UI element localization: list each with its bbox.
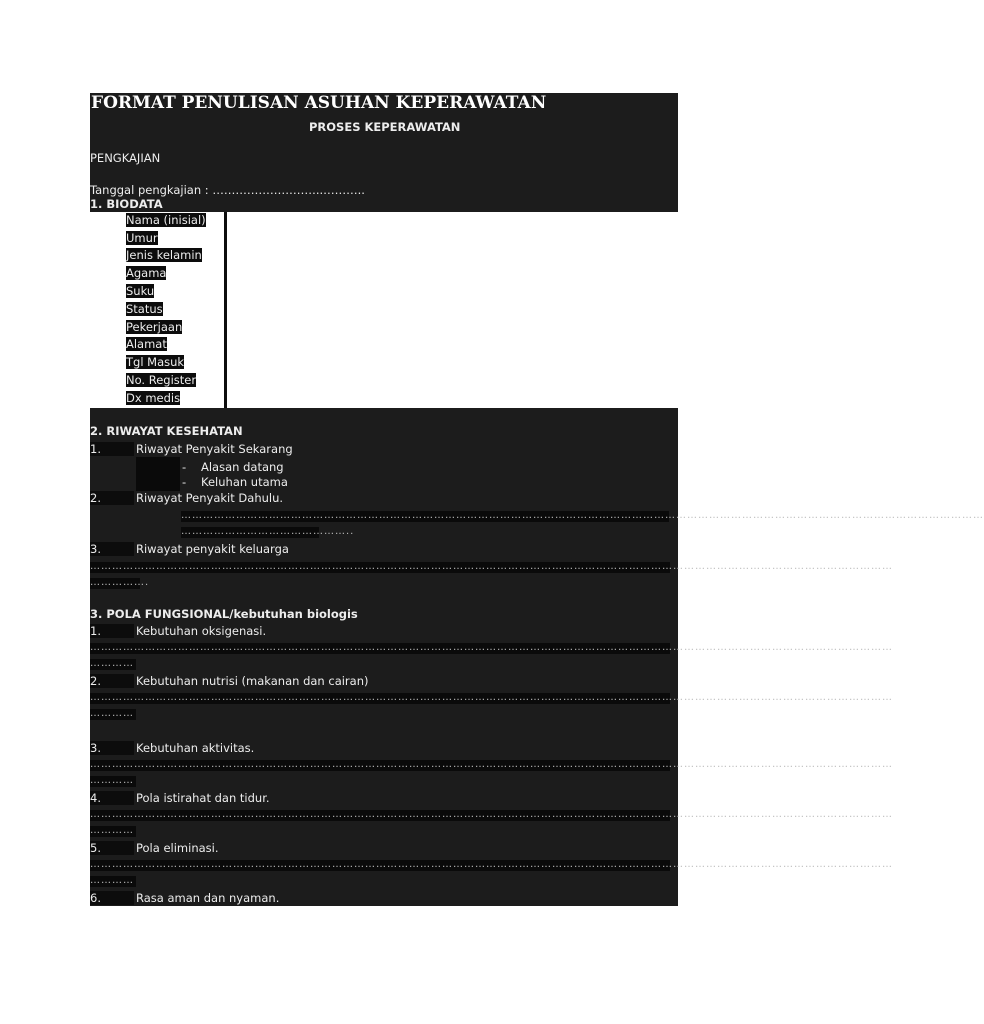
pola-num: 6. <box>90 891 134 905</box>
sub-item-dash: - <box>182 475 187 489</box>
riwayat-label: Riwayat Penyakit Dahulu. <box>136 491 284 505</box>
answer-dots: ………………………………………………………………………………………………………………………………………………………………………………………………… <box>90 809 893 820</box>
biodata-field: No. Register <box>126 373 197 387</box>
riwayat-label: Riwayat Penyakit Sekarang <box>136 442 293 456</box>
answer-dots: ………………………………………………………………………………………………………………………………………………………………………………………………… <box>181 510 984 521</box>
answer-dots: ………………………………………………………………………………………………………………………………………………………………………………………………… <box>90 859 893 870</box>
answer-dots-end: ………… <box>90 875 134 886</box>
pola-heading: 3. POLA FUNGSIONAL/kebutuhan biologis <box>90 607 358 621</box>
section-label: PENGKAJIAN <box>90 151 161 165</box>
answer-dots-end: ……………. <box>90 577 150 588</box>
biodata-field: Alamat <box>126 337 167 351</box>
pola-num: 4. <box>90 791 134 805</box>
biodata-separator <box>224 212 227 408</box>
biodata-field: Dx medis <box>126 391 181 405</box>
document-subtitle: PROSES KEPERAWATAN <box>309 120 461 134</box>
riwayat-num: 2. <box>90 491 134 505</box>
pola-label: Kebutuhan nutrisi (makanan dan cairan) <box>136 674 369 688</box>
answer-dots: ………………………………………………………………………………………………………………………………………………………………………………………………… <box>90 642 893 653</box>
answer-dots-end: ………… <box>90 825 134 836</box>
biodata-field: Suku <box>126 284 155 298</box>
biodata-heading: 1. BIODATA <box>90 197 163 211</box>
sub-item-label: Alasan datang <box>201 460 284 474</box>
pola-label: Rasa aman dan nyaman. <box>136 891 280 905</box>
biodata-field: Jenis kelamin <box>126 248 202 262</box>
riwayat-heading: 2. RIWAYAT KESEHATAN <box>90 424 243 438</box>
answer-dots-end: ………… <box>90 708 134 719</box>
riwayat-num: 3. <box>90 542 134 556</box>
biodata-field: Status <box>126 302 163 316</box>
document-title: FORMAT PENULISAN ASUHAN KEPERAWATAN <box>91 93 547 113</box>
pola-num: 5. <box>90 841 134 855</box>
riwayat-num: 1. <box>90 442 134 456</box>
sub-item-block <box>136 457 180 491</box>
answer-dots-end: ………… <box>90 658 134 669</box>
riwayat-label: Riwayat penyakit keluarga <box>136 542 289 556</box>
biodata-field: Tgl Masuk <box>126 355 185 369</box>
pola-label: Kebutuhan aktivitas. <box>136 741 255 755</box>
pola-num: 1. <box>90 624 134 638</box>
biodata-field: Agama <box>126 266 167 280</box>
biodata-field: Umur <box>126 231 158 245</box>
biodata-field: Pekerjaan <box>126 320 183 334</box>
date-line: Tanggal pengkajian : ………………………..……….. <box>90 183 365 197</box>
pola-num: 3. <box>90 741 134 755</box>
sub-item-dash: - <box>182 460 187 474</box>
pola-label: Kebutuhan oksigenasi. <box>136 624 267 638</box>
pola-label: Pola istirahat dan tidur. <box>136 791 270 805</box>
answer-dots-end: ……………………………………….. <box>181 526 355 537</box>
answer-dots: ………………………………………………………………………………………………………………………………………………………………………………………………… <box>90 692 893 703</box>
answer-dots: ………………………………………………………………………………………………………………………………………………………………………………………………… <box>90 561 893 572</box>
sub-item-label: Keluhan utama <box>201 475 288 489</box>
answer-dots: ………………………………………………………………………………………………………………………………………………………………………………………………… <box>90 759 893 770</box>
answer-dots-end: ………… <box>90 775 134 786</box>
pola-num: 2. <box>90 674 134 688</box>
biodata-field: Nama (inisial) <box>126 213 206 227</box>
pola-label: Pola eliminasi. <box>136 841 219 855</box>
